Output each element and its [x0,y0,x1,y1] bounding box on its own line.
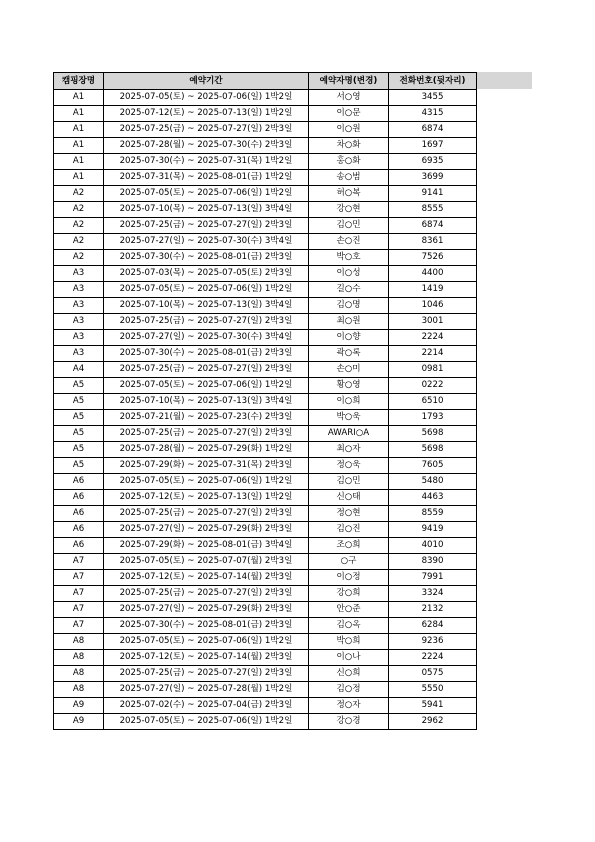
cell-period: 2025-07-10(목) ~ 2025-07-13(일) 3박4일 [104,298,309,314]
cell-period: 2025-07-27(일) ~ 2025-07-30(수) 3박4일 [104,330,309,346]
cell-phone: 4315 [389,106,477,122]
table-row [54,234,477,250]
cell-name: 차○화 [309,138,389,154]
table-row [54,410,477,426]
cell-phone: 2224 [389,650,477,666]
cell-period: 2025-07-31(목) ~ 2025-08-01(금) 1박2일 [104,170,309,186]
table-row [54,538,477,554]
cell-name: 이○성 [309,266,389,282]
cell-campsite: A2 [54,218,104,234]
cell-campsite: A1 [54,106,104,122]
cell-period: 2025-07-25(금) ~ 2025-07-27(일) 2박3일 [104,426,309,442]
cell-phone: 1697 [389,138,477,154]
cell-name: 이○향 [309,330,389,346]
cell-phone: 5698 [389,426,477,442]
cell-name: 김○진 [309,522,389,538]
cell-phone: 5941 [389,698,477,714]
cell-phone: 6510 [389,394,477,410]
table-row [54,346,477,362]
cell-campsite: A2 [54,250,104,266]
cell-phone: 8361 [389,234,477,250]
table-row [54,714,477,730]
table-header-row [54,73,477,90]
cell-name: 이○나 [309,650,389,666]
cell-name: 정○현 [309,506,389,522]
cell-campsite: A5 [54,410,104,426]
cell-name: 최○자 [309,442,389,458]
table-row [54,154,477,170]
cell-name: 길○수 [309,282,389,298]
table-row [54,682,477,698]
cell-campsite: A7 [54,586,104,602]
cell-campsite: A9 [54,698,104,714]
table-row [54,362,477,378]
cell-period: 2025-07-05(토) ~ 2025-07-06(일) 1박2일 [104,714,309,730]
table-row [54,474,477,490]
cell-phone: 7991 [389,570,477,586]
table-row [54,554,477,570]
cell-phone: 5480 [389,474,477,490]
cell-name: 정○욱 [309,458,389,474]
cell-phone: 6284 [389,618,477,634]
cell-campsite: A4 [54,362,104,378]
cell-phone: 9236 [389,634,477,650]
header-phone: 전화번호(뒷자리) [389,73,477,90]
cell-campsite: A1 [54,154,104,170]
cell-period: 2025-07-29(화) ~ 2025-08-01(금) 3박4일 [104,538,309,554]
table-row [54,426,477,442]
cell-campsite: A6 [54,522,104,538]
cell-campsite: A6 [54,538,104,554]
cell-period: 2025-07-27(일) ~ 2025-07-29(화) 2박3일 [104,522,309,538]
cell-name: 홍○화 [309,154,389,170]
cell-period: 2025-07-30(수) ~ 2025-07-31(목) 1박2일 [104,154,309,170]
cell-period: 2025-07-27(일) ~ 2025-07-30(수) 3박4일 [104,234,309,250]
cell-period: 2025-07-05(토) ~ 2025-07-06(일) 1박2일 [104,282,309,298]
table-row [54,570,477,586]
cell-phone: 5698 [389,442,477,458]
cell-name: 강○경 [309,714,389,730]
cell-campsite: A8 [54,666,104,682]
table-row [54,394,477,410]
table-row [54,618,477,634]
cell-period: 2025-07-12(토) ~ 2025-07-13(일) 1박2일 [104,490,309,506]
cell-campsite: A3 [54,314,104,330]
table-row [54,490,477,506]
cell-period: 2025-07-25(금) ~ 2025-07-27(일) 2박3일 [104,666,309,682]
cell-name: 정○자 [309,698,389,714]
cell-phone: 2962 [389,714,477,730]
cell-name: 김○명 [309,298,389,314]
cell-period: 2025-07-03(목) ~ 2025-07-05(토) 2박3일 [104,266,309,282]
cell-campsite: A5 [54,394,104,410]
cell-period: 2025-07-05(토) ~ 2025-07-07(월) 2박3일 [104,554,309,570]
cell-name: 강○희 [309,586,389,602]
cell-phone: 4400 [389,266,477,282]
cell-campsite: A7 [54,602,104,618]
cell-name: 곽○록 [309,346,389,362]
table-row [54,698,477,714]
table-row [54,442,477,458]
cell-campsite: A5 [54,442,104,458]
cell-campsite: A5 [54,378,104,394]
cell-name: ○구 [309,554,389,570]
cell-campsite: A6 [54,490,104,506]
cell-period: 2025-07-21(월) ~ 2025-07-23(수) 2박3일 [104,410,309,426]
cell-period: 2025-07-25(금) ~ 2025-07-27(일) 2박3일 [104,362,309,378]
cell-campsite: A2 [54,186,104,202]
table-row [54,506,477,522]
cell-name: 박○호 [309,250,389,266]
cell-period: 2025-07-05(토) ~ 2025-07-06(일) 1박2일 [104,186,309,202]
cell-period: 2025-07-05(토) ~ 2025-07-06(일) 1박2일 [104,474,309,490]
cell-period: 2025-07-12(토) ~ 2025-07-14(월) 2박3일 [104,650,309,666]
table-row [54,138,477,154]
table-row [54,186,477,202]
cell-campsite: A1 [54,138,104,154]
table-row [54,202,477,218]
cell-campsite: A6 [54,474,104,490]
cell-name: 손○진 [309,234,389,250]
cell-period: 2025-07-25(금) ~ 2025-07-27(일) 2박3일 [104,122,309,138]
table-row [54,650,477,666]
cell-campsite: A3 [54,346,104,362]
cell-period: 2025-07-05(토) ~ 2025-07-06(일) 1박2일 [104,378,309,394]
cell-phone: 2224 [389,330,477,346]
cell-phone: 8555 [389,202,477,218]
cell-phone: 4010 [389,538,477,554]
cell-name: AWARI○A [309,426,389,442]
header-period: 예약기간 [104,73,309,90]
table-row [54,458,477,474]
cell-name: 김○민 [309,218,389,234]
table-row [54,250,477,266]
table-body [54,90,477,730]
cell-name: 김○민 [309,474,389,490]
cell-period: 2025-07-28(월) ~ 2025-07-30(수) 2박3일 [104,138,309,154]
cell-phone: 6935 [389,154,477,170]
cell-period: 2025-07-12(토) ~ 2025-07-14(월) 2박3일 [104,570,309,586]
table-row [54,378,477,394]
cell-period: 2025-07-10(목) ~ 2025-07-13(일) 3박4일 [104,394,309,410]
cell-period: 2025-07-28(월) ~ 2025-07-29(화) 1박2일 [104,442,309,458]
table-row [54,170,477,186]
cell-campsite: A1 [54,90,104,106]
cell-campsite: A1 [54,170,104,186]
cell-phone: 9419 [389,522,477,538]
cell-phone: 3699 [389,170,477,186]
cell-phone: 4463 [389,490,477,506]
table-row [54,90,477,106]
table-row [54,122,477,138]
cell-phone: 7605 [389,458,477,474]
cell-campsite: A8 [54,650,104,666]
cell-phone: 2132 [389,602,477,618]
cell-period: 2025-07-02(수) ~ 2025-07-04(금) 2박3일 [104,698,309,714]
table-row [54,218,477,234]
cell-period: 2025-07-05(토) ~ 2025-07-06(일) 1박2일 [104,634,309,650]
table-row [54,634,477,650]
cell-phone: 6874 [389,218,477,234]
cell-campsite: A7 [54,554,104,570]
cell-period: 2025-07-29(화) ~ 2025-07-31(목) 2박3일 [104,458,309,474]
cell-campsite: A7 [54,618,104,634]
cell-phone: 9141 [389,186,477,202]
cell-campsite: A2 [54,202,104,218]
cell-name: 신○희 [309,666,389,682]
cell-period: 2025-07-30(수) ~ 2025-08-01(금) 2박3일 [104,346,309,362]
cell-period: 2025-07-25(금) ~ 2025-07-27(일) 2박3일 [104,586,309,602]
cell-name: 박○희 [309,634,389,650]
cell-name: 강○현 [309,202,389,218]
cell-phone: 3455 [389,90,477,106]
cell-phone: 1793 [389,410,477,426]
cell-name: 이○정 [309,570,389,586]
cell-campsite: A8 [54,634,104,650]
cell-name: 안○준 [309,602,389,618]
cell-phone: 3001 [389,314,477,330]
header-name: 예약자명(변경) [309,73,389,90]
cell-name: 이○문 [309,106,389,122]
cell-campsite: A3 [54,330,104,346]
reservation-table [53,72,477,730]
cell-name: 이○원 [309,122,389,138]
cell-phone: 1419 [389,282,477,298]
cell-period: 2025-07-10(목) ~ 2025-07-13(일) 3박4일 [104,202,309,218]
cell-phone: 8390 [389,554,477,570]
cell-period: 2025-07-27(일) ~ 2025-07-28(월) 1박2일 [104,682,309,698]
cell-period: 2025-07-25(금) ~ 2025-07-27(일) 2박3일 [104,506,309,522]
table-row [54,266,477,282]
cell-period: 2025-07-12(토) ~ 2025-07-13(일) 1박2일 [104,106,309,122]
cell-name: 이○희 [309,394,389,410]
cell-campsite: A8 [54,682,104,698]
cell-period: 2025-07-25(금) ~ 2025-07-27(일) 2박3일 [104,218,309,234]
cell-phone: 3324 [389,586,477,602]
cell-name: 조○희 [309,538,389,554]
cell-name: 김○옥 [309,618,389,634]
cell-phone: 1046 [389,298,477,314]
table-row [54,522,477,538]
table-row [54,586,477,602]
table-row [54,298,477,314]
cell-campsite: A5 [54,458,104,474]
cell-period: 2025-07-30(수) ~ 2025-08-01(금) 2박3일 [104,250,309,266]
cell-campsite: A3 [54,298,104,314]
cell-name: 송○범 [309,170,389,186]
cell-period: 2025-07-27(일) ~ 2025-07-29(화) 2박3일 [104,602,309,618]
cell-name: 김○정 [309,682,389,698]
cell-campsite: A3 [54,282,104,298]
cell-name: 신○태 [309,490,389,506]
cell-name: 허○복 [309,186,389,202]
table-row [54,106,477,122]
cell-phone: 2214 [389,346,477,362]
cell-name: 최○원 [309,314,389,330]
cell-phone: 6874 [389,122,477,138]
table-row [54,314,477,330]
table-row [54,666,477,682]
header-campsite: 캠핑장명 [54,73,104,90]
cell-campsite: A9 [54,714,104,730]
cell-name: 박○욱 [309,410,389,426]
cell-phone: 0222 [389,378,477,394]
cell-period: 2025-07-30(수) ~ 2025-08-01(금) 2박3일 [104,618,309,634]
cell-name: 손○미 [309,362,389,378]
cell-phone: 5550 [389,682,477,698]
table-row [54,602,477,618]
cell-phone: 7526 [389,250,477,266]
cell-name: 서○영 [309,90,389,106]
cell-phone: 0981 [389,362,477,378]
table-row [54,282,477,298]
cell-campsite: A7 [54,570,104,586]
cell-period: 2025-07-25(금) ~ 2025-07-27(일) 2박3일 [104,314,309,330]
cell-period: 2025-07-05(토) ~ 2025-07-06(일) 1박2일 [104,90,309,106]
cell-phone: 8559 [389,506,477,522]
cell-campsite: A6 [54,506,104,522]
cell-campsite: A5 [54,426,104,442]
cell-name: 황○영 [309,378,389,394]
table-row [54,330,477,346]
cell-campsite: A3 [54,266,104,282]
cell-campsite: A1 [54,122,104,138]
cell-campsite: A2 [54,234,104,250]
cell-phone: 0575 [389,666,477,682]
